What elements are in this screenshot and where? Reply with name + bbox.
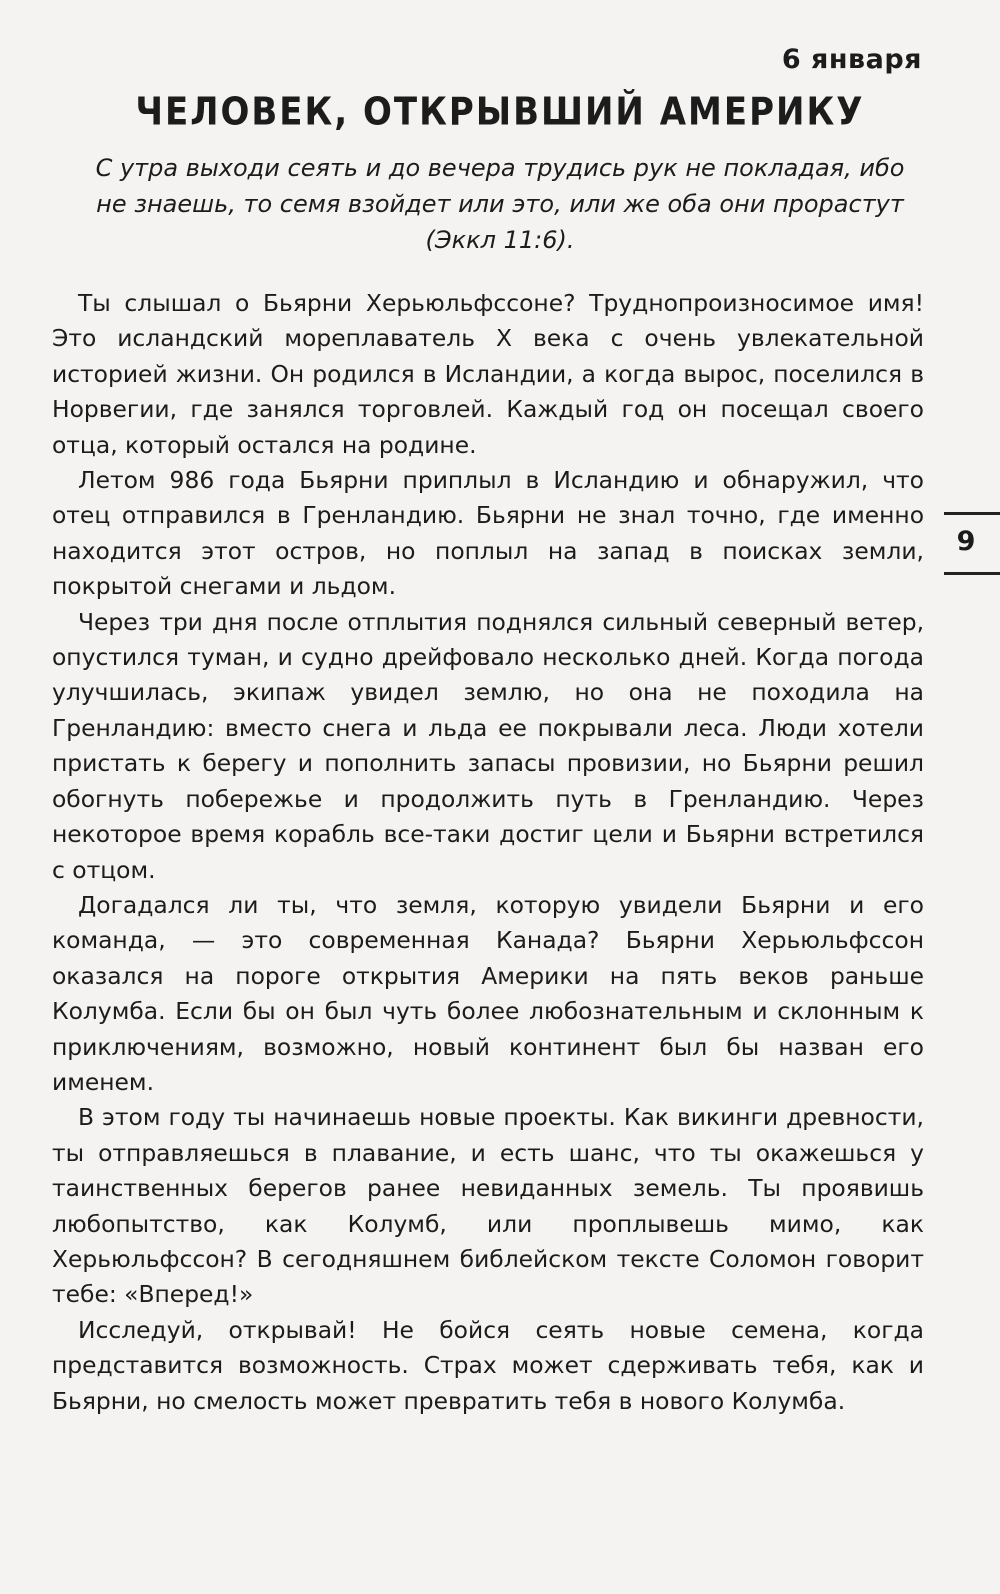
divider [944, 512, 1000, 515]
paragraph: В этом году ты начинаешь новые проекты. Как викинги древности, ты отправляешься в плавание, и есть шанс, что ты окажешься у таинственных берегов ранее невиданных земель. Ты проявишь любопытство, как Колумб, или проплывешь мимо, как Херьюльфссон? В сегодняшнем библейском тексте Соломон говорит тебе: «Вперед!» [52, 1103, 924, 1309]
epigraph-reference: (Эккл 11:6). [425, 226, 575, 254]
paragraph: Догадался ли ты, что земля, которую увидели Бьярни и его команда, — это современная Канада? Бьярни Херьюльфссон оказался на пороге открытия Америки на пять веков раньше Колумба. Если бы он был чуть более любознательным и склонным к приключениям, возможно, новый континент был бы назван его именем. [52, 890, 924, 1096]
body-text [52, 286, 924, 1419]
paragraph: Через три дня после отплытия поднялся сильный северный ветер, опустился туман, и судно дрейфовало несколько дней. Когда погода улучшилась, экипаж увидел землю, но она не походила на Гренландию: вместо снега и льда ее покрывали леса. Люди хотели пристать к берегу и пополнить запасы провизии, но Бьярни решил обогнуть побережье и продолжить путь в Гренландию. Через некоторое время корабль все-таки достиг цели и Бьярни встретился с отцом. [52, 607, 924, 884]
epigraph-line: не знаешь, то семя взойдет или это, или же оба они прорастут [96, 190, 904, 218]
paragraph: Ты слышал о Бьярни Херьюльфссоне? Труднопроизносимое имя! Это исландский мореплаватель X века с очень увлекательной историей жизни. Он родился в Исландии, а когда вырос, поселился в Норвегии, где занялся торговлей. Каждый год он посещал своего отца, который остался на родине. [52, 289, 924, 459]
epigraph [60, 150, 940, 258]
epigraph-line: С утра выходи сеять и до вечера трудись рук не покладая, ибо [95, 154, 905, 182]
page-number: 9 [956, 526, 976, 557]
page-date: 6 января [781, 44, 922, 75]
divider [944, 572, 1000, 575]
paragraph: Исследуй, открывай! Не бойся сеять новые семена, когда представится возможность. Страх может сдерживать тебя, как и Бьярни, но смелость может превратить тебя в нового Колумба. [52, 1315, 924, 1415]
paragraph: Летом 986 года Бьярни приплыл в Исландию и обнаружил, что отец отправился в Гренландию. Бьярни не знал точно, где именно находится этот остров, но поплыл на запад в поисках земли, покрытой снегами и льдом. [52, 466, 924, 601]
page-title: ЧЕЛОВЕК, ОТКРЫВШИЙ АМЕРИКУ [135, 89, 865, 135]
page-number-tab [944, 512, 1000, 576]
